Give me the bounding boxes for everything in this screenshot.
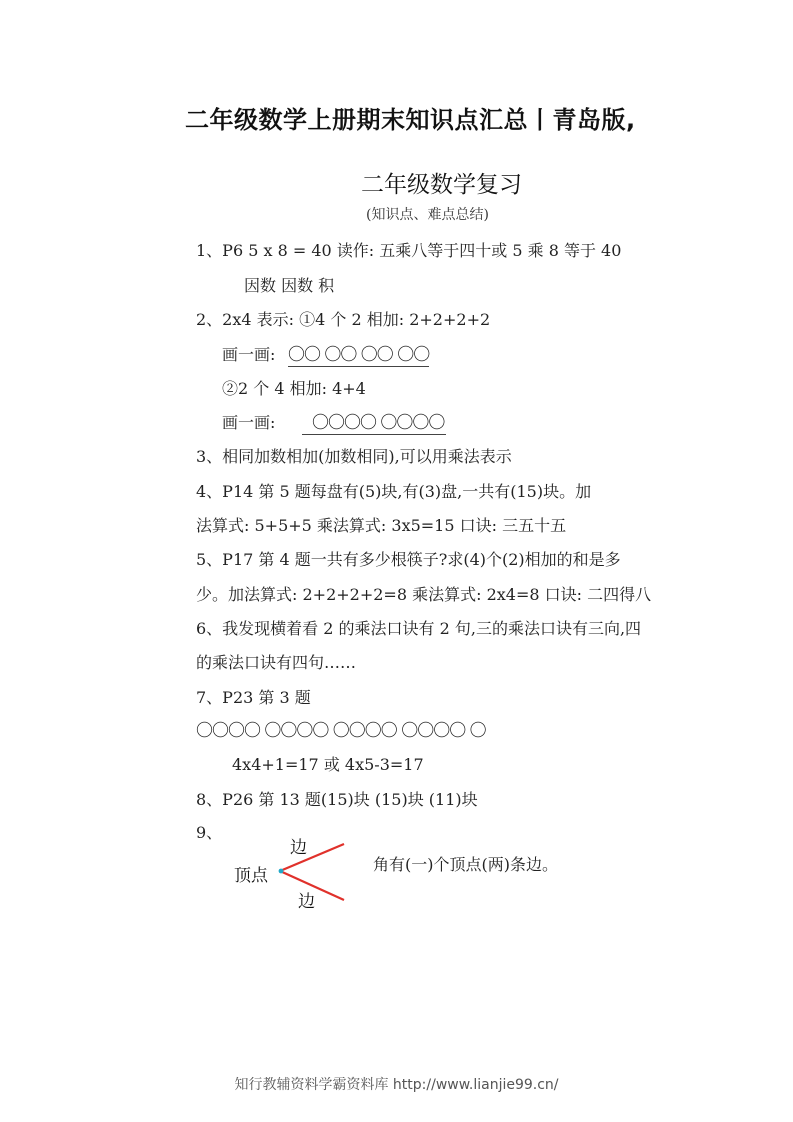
footer-watermark: 知行教辅资料学霸资料库 http://www.lianjie99.cn/ — [234, 1077, 559, 1093]
item-2-circles-b: 〇〇〇〇 〇〇〇〇 — [302, 408, 446, 435]
item-1-line-1: 1、P6 5 x 8 = 40 读作: 五乘八等于四十或 5 乘 8 等于 40 — [196, 241, 622, 260]
item-2-line-1: 2、2x4 表示: ①4 个 2 相加: 2+2+2+2 — [196, 310, 491, 329]
review-subtitle: (知识点、难点总结) — [366, 207, 489, 223]
document-title: 二年级数学上册期末知识点汇总丨青岛版, — [185, 106, 636, 134]
item-5-line-1: 5、P17 第 4 题一共有多少根筷子?求(4)个(2)相加的和是多 — [196, 550, 621, 569]
item-6-line-1: 6、我发现横着看 2 的乘法口诀有 2 句,三的乘法口诀有三向,四 — [196, 619, 642, 638]
item-7-line-1: 7、P23 第 3 题 — [196, 688, 311, 707]
item-2-line-3: ②2 个 4 相加: 4+4 — [222, 379, 366, 398]
item-7-circles: 〇〇〇〇 〇〇〇〇 〇〇〇〇 〇〇〇〇 〇 — [196, 721, 486, 741]
edge-top-label: 边 — [290, 838, 307, 858]
item-3-line: 3、相同加数相加(加数相同),可以用乘法表示 — [196, 447, 512, 466]
item-4-line-1: 4、P14 第 5 题每盘有(5)块,有(3)盘,一共有(15)块。加 — [196, 482, 592, 501]
item-9-number: 9、 — [196, 823, 223, 842]
item-9-text: 角有(一)个顶点(两)条边。 — [373, 855, 558, 874]
item-8-line: 8、P26 第 13 题(15)块 (15)块 (11)块 — [196, 790, 478, 809]
item-2-draw-label-b: 画一画: — [222, 413, 276, 432]
angle-vertex-dot — [279, 869, 284, 874]
edge-bottom-label: 边 — [298, 892, 315, 912]
item-7-line-3: 4x4+1=17 或 4x5-3=17 — [232, 755, 424, 774]
item-6-line-2: 的乘法口诀有四句…… — [196, 653, 357, 672]
item-4-line-2: 法算式: 5+5+5 乘法算式: 3x5=15 口诀: 三五十五 — [196, 516, 567, 535]
item-2-circles-a: 〇〇 〇〇 〇〇 〇〇 — [288, 340, 429, 367]
review-title: 二年级数学复习 — [361, 172, 522, 198]
vertex-label: 顶点 — [234, 866, 268, 886]
item-2-draw-label-a: 画一画: — [222, 345, 276, 364]
item-1-line-2: 因数 因数 积 — [244, 276, 335, 295]
item-5-line-2: 少。加法算式: 2+2+2+2=8 乘法算式: 2x4=8 口诀: 二四得八 — [196, 585, 652, 604]
